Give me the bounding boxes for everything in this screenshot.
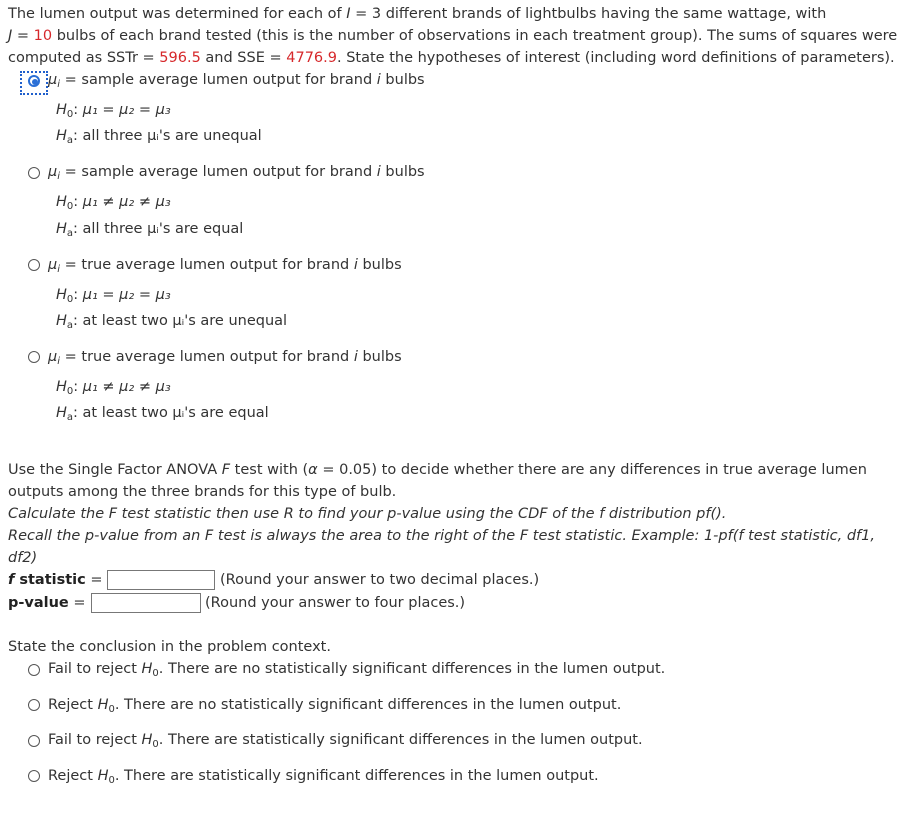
H-symbol: H bbox=[56, 128, 67, 144]
hypothesis-option-1-definition[interactable] bbox=[48, 72, 425, 90]
conclusion-text: . There are statistically significant differences in the lumen output. bbox=[114, 768, 599, 784]
null-hypothesis: μ₁ ≠ μ₂ ≠ μ₃ bbox=[82, 379, 171, 395]
J-value: 10 bbox=[33, 28, 53, 44]
H-symbol: H bbox=[56, 379, 67, 395]
conclusion-option-1-label[interactable] bbox=[48, 661, 665, 679]
sse-value: 4776.9 bbox=[286, 50, 337, 66]
alpha-symbol: α bbox=[308, 462, 318, 478]
anova-text: = 0.05) to decide whether there are any differences in true average lumen bbox=[317, 462, 867, 478]
f-statistic-label bbox=[8, 572, 103, 588]
hypothesis-option-3-ha bbox=[56, 313, 287, 331]
hypothesis-option-4-h0 bbox=[56, 379, 171, 397]
conclusion-option-3-label[interactable] bbox=[48, 732, 643, 750]
label-text: statistic bbox=[14, 572, 86, 588]
conclusion-text: Reject bbox=[48, 768, 98, 784]
hypothesis-option-3-h0 bbox=[56, 287, 171, 305]
anova-line-1 bbox=[8, 462, 867, 478]
conclusion-option-2-label[interactable] bbox=[48, 697, 621, 715]
colon: : bbox=[73, 102, 83, 118]
subscript-0: 0 bbox=[66, 294, 74, 305]
mu-symbol: μ bbox=[48, 349, 58, 365]
definition-text: = sample average lumen output for brand bbox=[60, 72, 377, 88]
colon: : bbox=[73, 128, 83, 144]
definition-text: bulbs bbox=[357, 349, 402, 365]
conclusion-prompt: State the conclusion in the problem context. bbox=[8, 639, 331, 655]
anova-instruction-1: Calculate the F test statistic then use R to find your p-value using the CDF of the f distribution pf(). bbox=[8, 506, 727, 522]
H-symbol: H bbox=[56, 313, 67, 329]
var-F: F bbox=[221, 462, 231, 478]
H-symbol: H bbox=[56, 287, 67, 303]
anova-text: Use the Single Factor ANOVA bbox=[8, 462, 222, 478]
problem-line-2 bbox=[8, 28, 897, 44]
subscript-0: 0 bbox=[152, 668, 159, 679]
subscript-0: 0 bbox=[108, 775, 115, 786]
subscript-i: i bbox=[57, 264, 61, 275]
colon: : bbox=[73, 379, 83, 395]
problem-text: computed as SSTr = bbox=[8, 50, 160, 66]
anova-instruction-3: df2) bbox=[8, 550, 38, 566]
hypothesis-option-2-radio[interactable] bbox=[28, 167, 40, 179]
alt-hypothesis: all three μᵢ's are equal bbox=[82, 221, 244, 237]
colon: : bbox=[73, 287, 83, 303]
var-i: i bbox=[353, 349, 358, 365]
colon: : bbox=[73, 194, 83, 210]
mu-symbol: μ bbox=[48, 72, 58, 88]
equals: = bbox=[68, 595, 86, 611]
equals: = bbox=[85, 572, 103, 588]
hypothesis-option-1-radio[interactable] bbox=[28, 75, 40, 87]
null-hypothesis: μ₁ = μ₂ = μ₃ bbox=[82, 287, 171, 303]
H-symbol: H bbox=[56, 102, 67, 118]
problem-text: and SSE = bbox=[200, 50, 287, 66]
conclusion-option-1-radio[interactable] bbox=[28, 664, 40, 676]
subscript-i: i bbox=[57, 171, 61, 182]
subscript-0: 0 bbox=[66, 201, 74, 212]
subscript-0: 0 bbox=[66, 386, 74, 397]
problem-text: = 3 different brands of lightbulbs having the same wattage, with bbox=[350, 6, 827, 22]
var-I: I bbox=[346, 6, 351, 22]
p-value-input[interactable] bbox=[91, 593, 201, 613]
subscript-0: 0 bbox=[152, 739, 159, 750]
conclusion-text: . There are statistically significant differences in the lumen output. bbox=[158, 732, 643, 748]
p-value-label bbox=[8, 595, 86, 611]
subscript-i: i bbox=[57, 356, 61, 367]
definition-text: = true average lumen output for brand bbox=[60, 349, 354, 365]
hypothesis-option-3-radio[interactable] bbox=[28, 259, 40, 271]
alt-hypothesis: all three μᵢ's are unequal bbox=[82, 128, 262, 144]
H-symbol: H bbox=[97, 697, 109, 713]
hypothesis-option-1-ha bbox=[56, 128, 262, 146]
colon: : bbox=[73, 221, 83, 237]
subscript-a: a bbox=[66, 320, 74, 331]
problem-text: The lumen output was determined for each of bbox=[8, 6, 347, 22]
subscript-a: a bbox=[66, 412, 74, 423]
hypothesis-option-2-ha bbox=[56, 221, 243, 239]
anova-instruction-2: Recall the p-value from an F test is always the area to the right of the F test statistic. Example: 1-pf(f test statistic, df1, bbox=[8, 528, 875, 544]
hypothesis-option-2-definition[interactable] bbox=[48, 164, 425, 182]
subscript-a: a bbox=[66, 228, 74, 239]
anova-line-2: outputs among the three brands for this type of bulb. bbox=[8, 484, 397, 500]
hypothesis-option-3-definition[interactable] bbox=[48, 257, 402, 275]
H-symbol: H bbox=[56, 221, 67, 237]
label-text: p-value bbox=[8, 595, 69, 611]
H-symbol: H bbox=[56, 194, 67, 210]
colon: : bbox=[73, 405, 83, 421]
f-statistic-input[interactable] bbox=[107, 570, 215, 590]
conclusion-option-2-radio[interactable] bbox=[28, 699, 40, 711]
problem-text: . State the hypotheses of interest (including word definitions of parameters). bbox=[337, 50, 895, 66]
hypothesis-option-1-h0 bbox=[56, 102, 171, 120]
definition-text: bulbs bbox=[380, 72, 425, 88]
H-symbol: H bbox=[97, 768, 109, 784]
hypothesis-option-4-radio[interactable] bbox=[28, 351, 40, 363]
subscript-a: a bbox=[66, 135, 74, 146]
problem-text: = bbox=[12, 28, 34, 44]
null-hypothesis: μ₁ ≠ μ₂ ≠ μ₃ bbox=[82, 194, 171, 210]
conclusion-text: . There are no statistically significant differences in the lumen output. bbox=[158, 661, 666, 677]
H-symbol: H bbox=[141, 661, 153, 677]
hypothesis-option-2-h0 bbox=[56, 194, 171, 212]
var-i: i bbox=[353, 257, 358, 273]
conclusion-text: Fail to reject bbox=[48, 661, 142, 677]
colon: : bbox=[73, 313, 83, 329]
var-i: i bbox=[376, 164, 381, 180]
conclusion-option-4-label[interactable] bbox=[48, 768, 599, 786]
mu-symbol: μ bbox=[48, 164, 58, 180]
hypothesis-option-4-definition[interactable] bbox=[48, 349, 402, 367]
conclusion-option-3-radio[interactable] bbox=[28, 735, 40, 747]
H-symbol: H bbox=[141, 732, 153, 748]
H-symbol: H bbox=[56, 405, 67, 421]
definition-text: bulbs bbox=[357, 257, 402, 273]
conclusion-option-4-radio[interactable] bbox=[28, 770, 40, 782]
subscript-0: 0 bbox=[108, 704, 115, 715]
f-statistic-hint: (Round your answer to two decimal places.) bbox=[220, 572, 540, 588]
alt-hypothesis: at least two μᵢ's are unequal bbox=[82, 313, 288, 329]
problem-line-1 bbox=[8, 6, 826, 22]
p-value-hint: (Round your answer to four places.) bbox=[205, 595, 466, 611]
var-i: i bbox=[376, 72, 381, 88]
null-hypothesis: μ₁ = μ₂ = μ₃ bbox=[82, 102, 171, 118]
definition-text: = true average lumen output for brand bbox=[60, 257, 354, 273]
definition-text: = sample average lumen output for brand bbox=[60, 164, 377, 180]
var-J: J bbox=[8, 28, 13, 44]
f-letter: f bbox=[8, 572, 15, 588]
definition-text: bulbs bbox=[380, 164, 425, 180]
subscript-0: 0 bbox=[66, 109, 74, 120]
sstr-value: 596.5 bbox=[159, 50, 201, 66]
conclusion-text: Fail to reject bbox=[48, 732, 142, 748]
anova-text: test with ( bbox=[230, 462, 309, 478]
subscript-i: i bbox=[57, 79, 61, 90]
problem-line-3 bbox=[8, 50, 895, 66]
alt-hypothesis: at least two μᵢ's are equal bbox=[82, 405, 269, 421]
hypothesis-option-4-ha bbox=[56, 405, 269, 423]
conclusion-text: Reject bbox=[48, 697, 98, 713]
problem-text: bulbs of each brand tested (this is the number of observations in each treatment group). The sums of squares were bbox=[52, 28, 898, 44]
mu-symbol: μ bbox=[48, 257, 58, 273]
conclusion-text: . There are no statistically significant differences in the lumen output. bbox=[114, 697, 622, 713]
